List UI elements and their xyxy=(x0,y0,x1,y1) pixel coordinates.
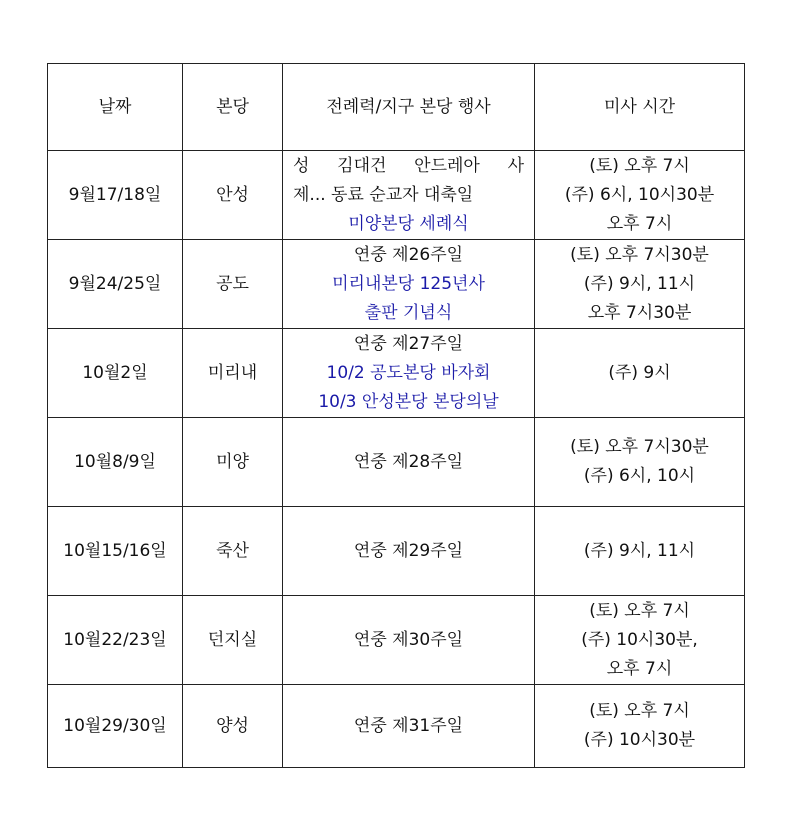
mass-time-line: (주) 9시, 11시 xyxy=(583,540,696,561)
event-line: 10/2 공도본당 바자회 xyxy=(326,362,491,383)
mass-time-line: (주) 10시30분, xyxy=(581,629,698,650)
table-row xyxy=(48,151,745,240)
event-line: 성 김대건 안드레아 사 xyxy=(293,155,524,176)
mass-time-cell xyxy=(535,151,745,240)
header-date: 날짜 xyxy=(48,64,183,151)
date-cell: 10월8/9일 xyxy=(48,418,183,507)
mass-time-line: 오후 7시30분 xyxy=(587,302,692,323)
event-line: 제... 동료 순교자 대축일 xyxy=(293,184,474,205)
mass-time-line: (주) 10시30분 xyxy=(583,730,696,750)
event-line: 10/3 안성본당 본당의날 xyxy=(318,391,499,412)
event-line: 연중 제30주일 xyxy=(353,629,464,650)
table-row xyxy=(48,596,745,685)
mass-time-line: (토) 오후 7시 xyxy=(589,600,690,621)
mass-time-line: (주) 6시, 10시30분 xyxy=(564,184,715,205)
date-cell: 10월22/23일 xyxy=(48,596,183,685)
table-row xyxy=(48,685,745,768)
mass-time-line: (토) 오후 7시30분 xyxy=(570,244,709,265)
mass-time-cell xyxy=(535,507,745,596)
table-row xyxy=(48,418,745,507)
event-line: 연중 제29주일 xyxy=(353,540,464,561)
mass-time-cell xyxy=(535,596,745,685)
parish-cell: 던지실 xyxy=(183,596,283,685)
event-line: 연중 제26주일 xyxy=(353,244,464,265)
event-line: 연중 제27주일 xyxy=(353,333,464,354)
event-line: 미양본당 세례식 xyxy=(348,213,469,234)
date-cell: 10월2일 xyxy=(48,329,183,418)
header-event: 전례력/지구 본당 행사 xyxy=(283,64,535,151)
mass-time-line: 오후 7시 xyxy=(606,213,673,234)
event-cell xyxy=(283,418,535,507)
event-line: 연중 제28주일 xyxy=(353,451,464,472)
parish-cell: 양성 xyxy=(183,685,283,768)
event-line: 연중 제31주일 xyxy=(353,715,464,736)
header-row xyxy=(48,64,745,151)
date-cell: 9월17/18일 xyxy=(48,151,183,240)
mass-schedule-table xyxy=(47,63,745,768)
mass-time-line: (주) 9시, 11시 xyxy=(583,273,696,294)
mass-time-cell xyxy=(535,329,745,418)
event-cell xyxy=(283,596,535,685)
parish-cell: 안성 xyxy=(183,151,283,240)
table-row xyxy=(48,240,745,329)
parish-cell: 죽산 xyxy=(183,507,283,596)
event-cell xyxy=(283,151,535,240)
mass-time-line: (주) 6시, 10시 xyxy=(583,466,696,486)
header-mass-time: 미사 시간 xyxy=(535,64,745,151)
date-cell: 10월15/16일 xyxy=(48,507,183,596)
header-parish: 본당 xyxy=(183,64,283,151)
mass-time-line: (토) 오후 7시30분 xyxy=(570,437,709,457)
date-cell: 10월29/30일 xyxy=(48,685,183,768)
event-line: 출판 기념식 xyxy=(364,302,453,323)
table-row xyxy=(48,507,745,596)
parish-cell: 미양 xyxy=(183,418,283,507)
mass-time-line: (토) 오후 7시 xyxy=(589,701,690,721)
date-cell: 9월24/25일 xyxy=(48,240,183,329)
mass-time-line: (주) 9시 xyxy=(608,362,671,383)
mass-time-cell xyxy=(535,418,745,507)
parish-cell: 미리내 xyxy=(183,329,283,418)
event-cell xyxy=(283,240,535,329)
mass-time-cell xyxy=(535,685,745,768)
event-cell xyxy=(283,507,535,596)
mass-time-cell xyxy=(535,240,745,329)
mass-time-line: (토) 오후 7시 xyxy=(589,155,690,176)
mass-time-line: 오후 7시 xyxy=(606,658,673,679)
table-row xyxy=(48,329,745,418)
event-line: 미리내본당 125년사 xyxy=(332,273,485,294)
parish-cell: 공도 xyxy=(183,240,283,329)
event-cell xyxy=(283,685,535,768)
event-cell xyxy=(283,329,535,418)
